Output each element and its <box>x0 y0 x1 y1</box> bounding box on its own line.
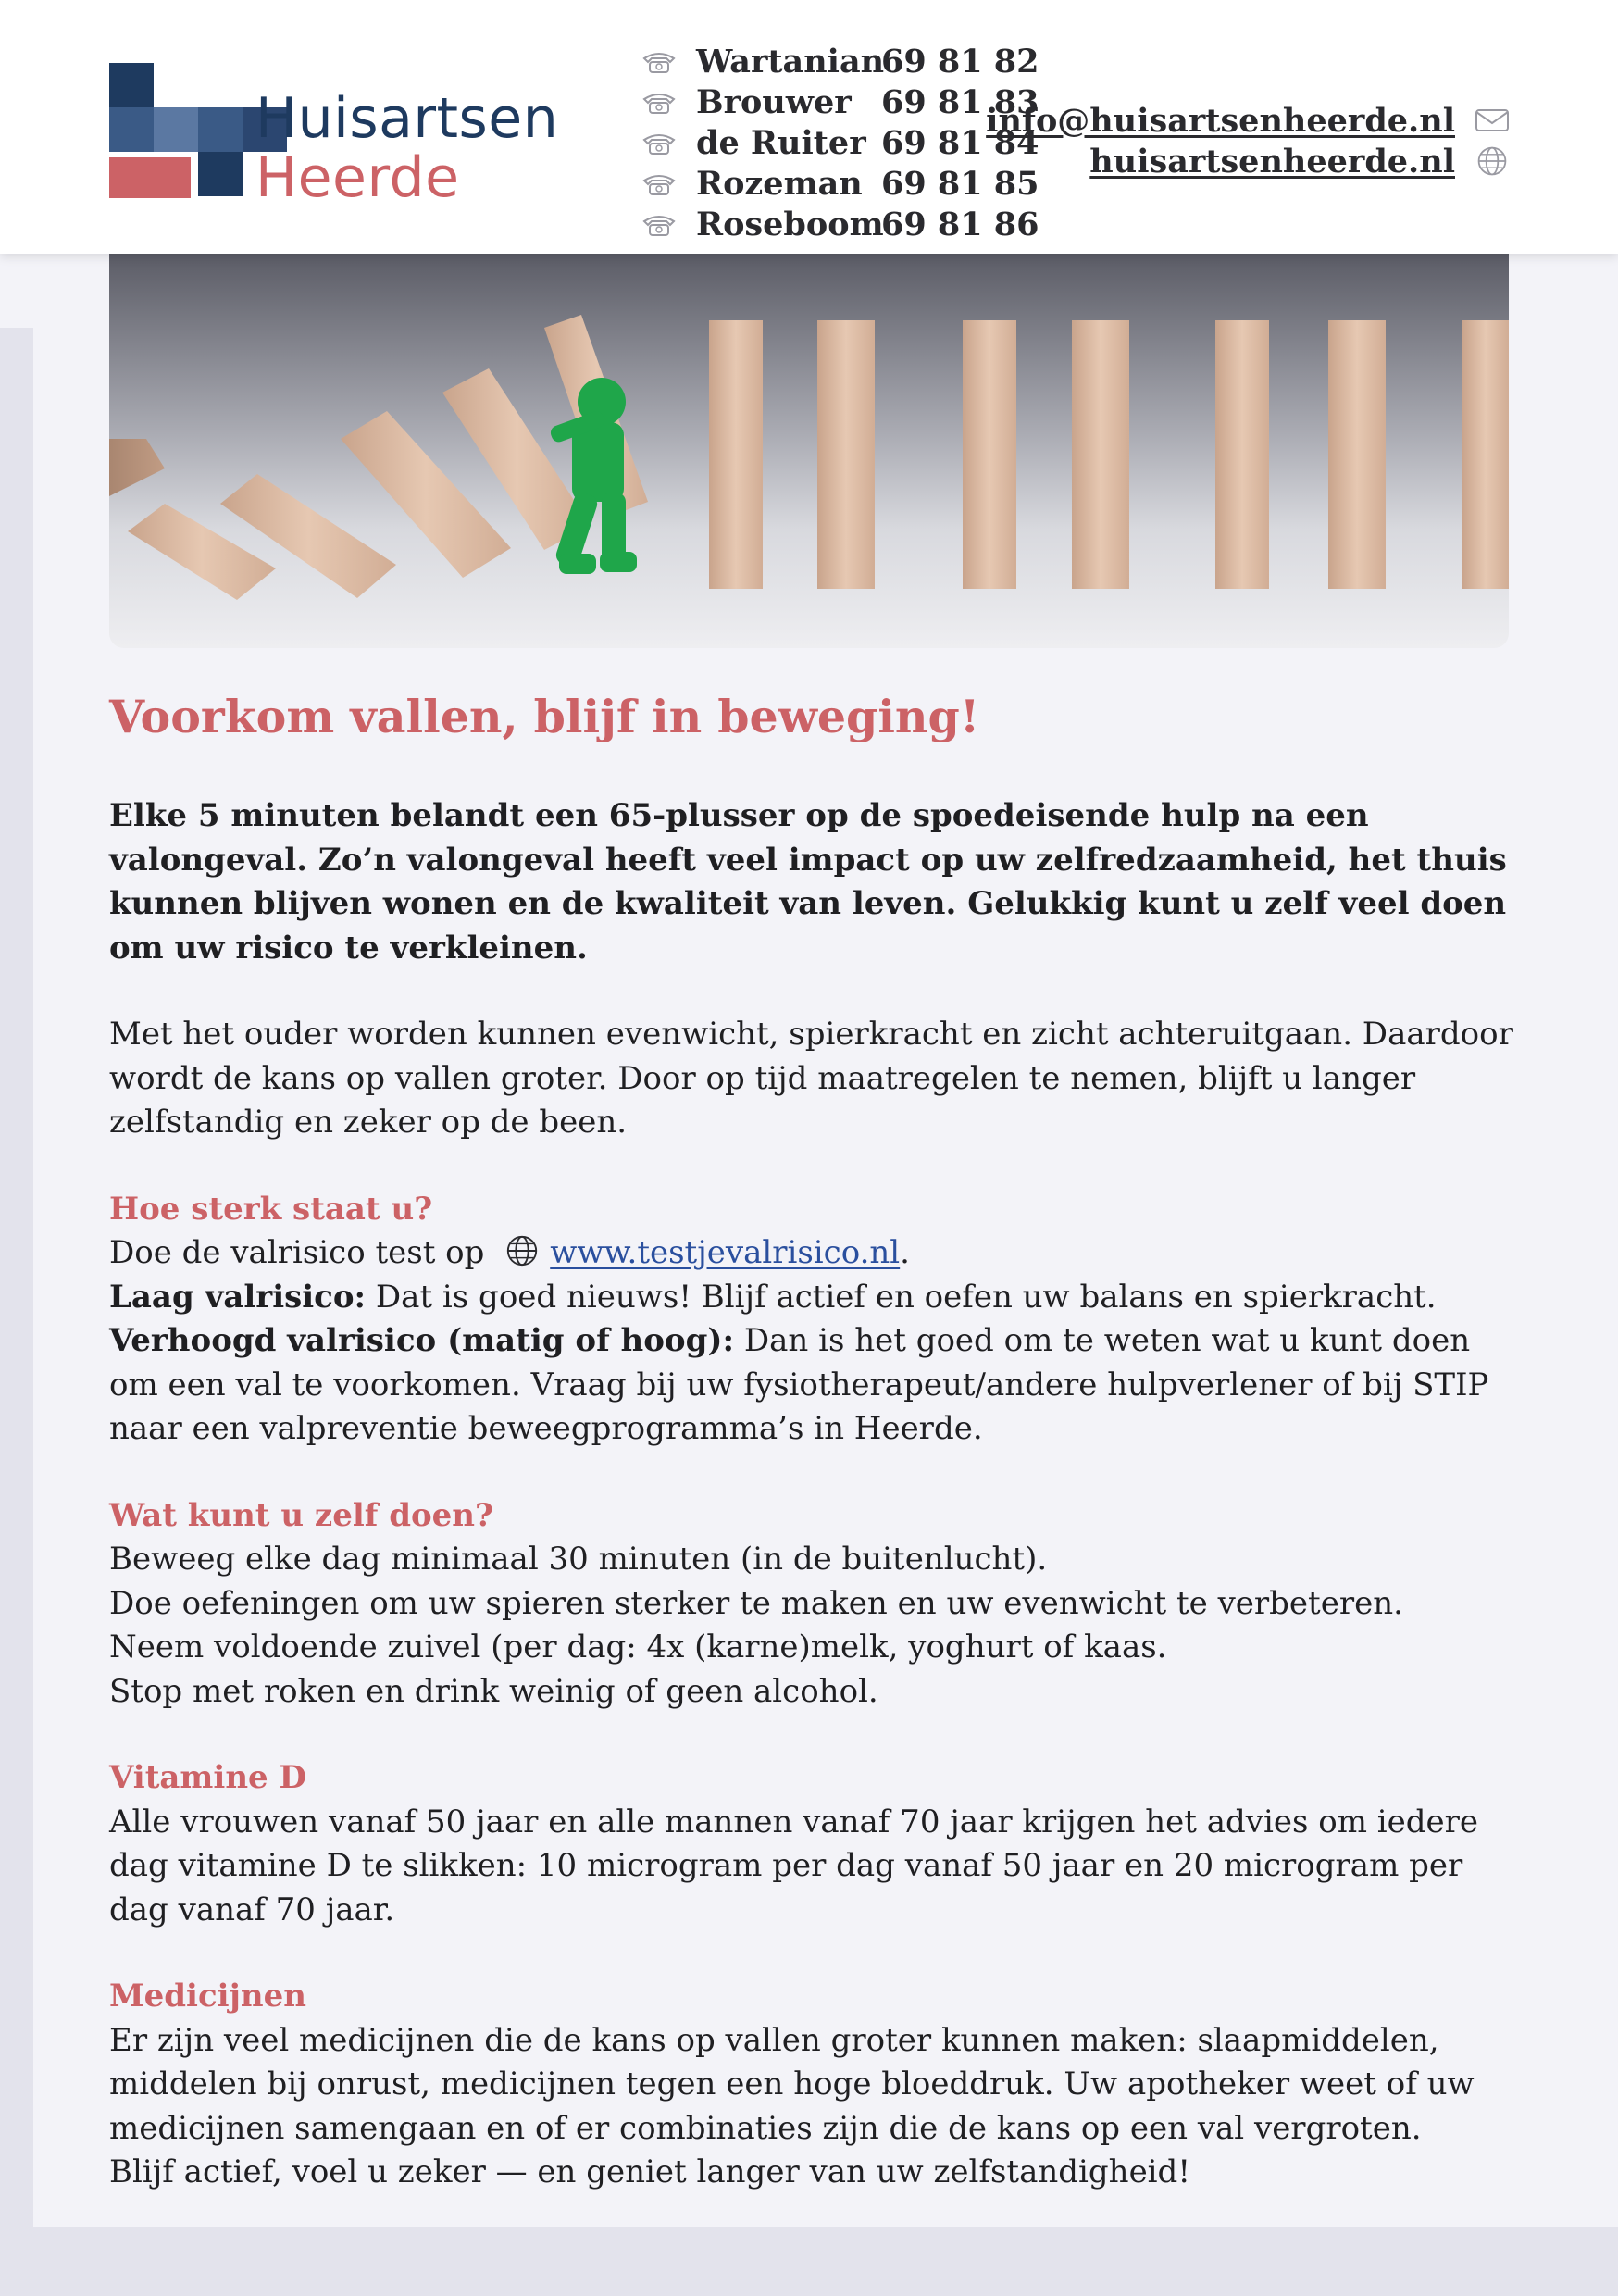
high-risk-text: Dan is het goed om te weten wat u kunt doen om een val te voorkomen. Vraag bij uw fysiotherapeut/andere hulpverlener of bij STIP naar een valpreventie beweegprogramma’s in Heerde. <box>109 1322 1489 1447</box>
test-suffix: . <box>900 1234 910 1271</box>
paragraph-text: Met het ouder worden kunnen evenwicht, spierkracht en zicht achteruitgaan. Daardoor wordt de kans op vallen groter. Door op tijd maatregelen te nemen, blijft u langer zelfstandig en zeker op de been. <box>109 1016 1513 1141</box>
tip-line: Stop met roken en drink weinig of geen alcohol. <box>109 1672 878 1710</box>
email-link[interactable]: info@huisartsenheerde.nl <box>986 101 1455 140</box>
logo-line-1: Huisartsen <box>255 86 559 151</box>
practice-logo <box>109 63 559 210</box>
medicines-text: Er zijn veel medicijnen die de kans op vallen groter kunnen maken: slaapmiddelen, middelen bij onrust, medicijnen tegen een hoge bloeddruk. Uw apotheker weet of uw medicijnen samengaan en of er combinaties zijn die de kans op een val vergroten. <box>109 2021 1475 2147</box>
globe-icon <box>504 1233 541 1268</box>
website-link[interactable]: huisartsenheerde.nl <box>1089 142 1455 181</box>
section-title-strength: Hoe sterk staat u? <box>109 1190 433 1228</box>
section-medicines <box>109 1975 1516 2195</box>
low-risk-label: Laag valrisico: <box>109 1278 367 1316</box>
globe-icon <box>1474 144 1511 178</box>
tip-line: Beweeg elke dag minimaal 30 minuten (in de buitenlucht). <box>109 1541 1048 1578</box>
phone-icon <box>641 210 678 238</box>
section-title-medicines: Medicijnen <box>109 1978 306 2015</box>
vitamin-text: Alle vrouwen vanaf 50 jaar en alle mannen vanaf 70 jaar krijgen het advies om iedere dag vitamine D te slikken: 10 microgram per dag vanaf 50 jaar en 20 microgram per dag vanaf 70 jaar. <box>109 1803 1479 1928</box>
contact-name: Brouwer <box>696 82 852 121</box>
test-link[interactable]: www.testjevalrisico.nl <box>550 1234 901 1271</box>
web-contact <box>986 100 1511 181</box>
contact-name: Roseboom <box>696 205 884 243</box>
contact-number[interactable]: 69 81 83 <box>881 82 1039 121</box>
phone-icon <box>641 169 678 197</box>
phone-list <box>641 41 1039 244</box>
page-title: Voorkom vallen, blijf in beweging! <box>109 690 980 743</box>
contact-number[interactable]: 69 81 85 <box>881 164 1039 203</box>
low-risk-text: Dat is goed nieuws! Blijf actief en oefen uw balans en spierkracht. <box>366 1278 1437 1316</box>
envelope-icon <box>1474 106 1511 134</box>
contact-name: Wartanian <box>696 42 885 81</box>
test-line <box>109 1231 1516 1276</box>
high-risk-label: Verhoogd valrisico (matig of hoog): <box>109 1322 735 1359</box>
contact-name: de Ruiter <box>696 123 866 162</box>
contact-row <box>641 41 1039 81</box>
intro-text: Elke 5 minuten belandt een 65-plusser op de spoedeisende hulp na een valongeval. Zo’n valongeval heeft veel impact op uw zelfredzaamheid, het thuis kunnen blijven wonen en de kwaliteit van leven. Gelukkig kunt u zelf veel doen om uw risico te verkleinen. <box>109 797 1507 967</box>
contact-row <box>641 204 1039 244</box>
main-content <box>109 685 1516 2195</box>
contact-row <box>641 81 1039 122</box>
section-strength <box>109 1188 1516 1452</box>
test-prefix: Doe de valrisico test op <box>109 1234 485 1271</box>
contact-row <box>641 122 1039 163</box>
contact-number[interactable]: 69 81 86 <box>881 205 1039 243</box>
phone-icon <box>641 47 678 75</box>
contact-number[interactable]: 69 81 84 <box>881 123 1039 162</box>
letterhead <box>0 0 1618 254</box>
section-self <box>109 1494 1516 1715</box>
contact-name: Rozeman <box>696 164 863 203</box>
tip-line: Neem voldoende zuivel (per dag: 4x (karne)melk, yoghurt of kaas. <box>109 1628 1167 1666</box>
phone-icon <box>641 88 678 116</box>
website-row <box>986 141 1511 181</box>
section-vitamin <box>109 1756 1516 1932</box>
closing-text: Blijf actief, voel u zeker — en geniet langer van uw zelfstandigheid! <box>109 2153 1190 2190</box>
email-row <box>986 100 1511 141</box>
phone-icon <box>641 129 678 156</box>
hero-image-domino <box>109 254 1509 648</box>
section-title-vitamin: Vitamine D <box>109 1759 306 1796</box>
section-title-self: Wat kunt u zelf doen? <box>109 1496 493 1534</box>
high-risk-line <box>109 1319 1516 1452</box>
contact-row <box>641 163 1039 204</box>
tip-line: Doe oefeningen om uw spieren sterker te maken en uw evenwicht te verbeteren. <box>109 1584 1403 1622</box>
logo-line-2: Heerde <box>255 145 460 210</box>
contact-number[interactable]: 69 81 82 <box>881 42 1039 81</box>
low-risk-line <box>109 1276 1516 1320</box>
